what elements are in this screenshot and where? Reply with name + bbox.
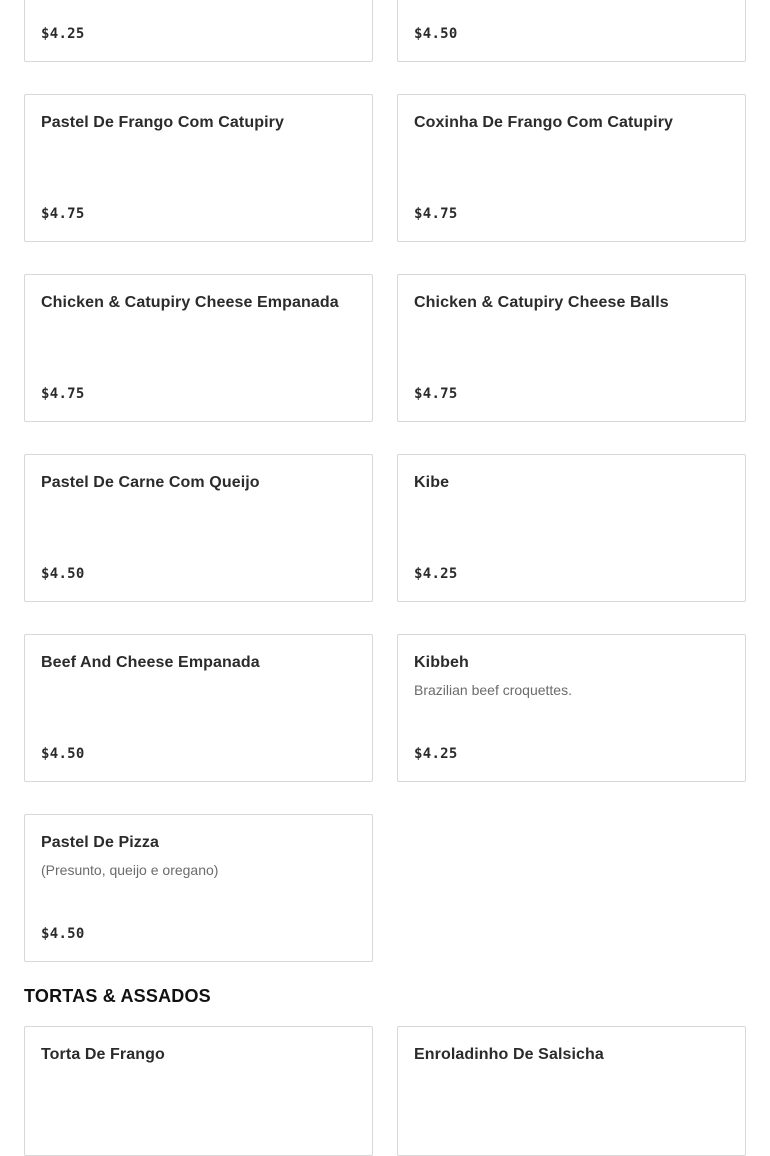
item-price: $4.25 (41, 26, 85, 42)
item-name: Kibbeh (414, 654, 469, 671)
item-name: Beef And Cheese Empanada (41, 654, 260, 671)
item-price: $4.50 (41, 746, 85, 762)
menu-item-card[interactable] (24, 0, 373, 62)
item-price: $4.75 (414, 386, 458, 402)
menu-item-card[interactable] (24, 634, 373, 782)
menu-item-card[interactable] (397, 1026, 746, 1156)
item-price: $4.75 (41, 206, 85, 222)
item-price: $4.50 (41, 926, 85, 942)
menu-item-card[interactable] (24, 1026, 373, 1156)
menu-item-card[interactable] (24, 274, 373, 422)
item-name: Pastel De Carne Com Queijo (41, 474, 260, 491)
menu-item-card[interactable] (24, 94, 373, 242)
menu-item-card[interactable] (397, 0, 746, 62)
item-description: Brazilian beef croquettes. (414, 682, 572, 698)
item-name: Torta De Frango (41, 1046, 165, 1063)
menu-item-card[interactable] (24, 814, 373, 962)
item-price: $4.75 (414, 206, 458, 222)
section-title: TORTAS & ASSADOS (24, 986, 211, 1006)
menu-item-card[interactable] (24, 454, 373, 602)
item-description: (Presunto, queijo e oregano) (41, 862, 219, 878)
item-price: $4.50 (41, 566, 85, 582)
item-name: Kibe (414, 474, 450, 491)
item-name: Enroladinho De Salsicha (414, 1046, 604, 1063)
item-name: Chicken & Catupiry Cheese Balls (414, 294, 669, 311)
item-price: $4.25 (414, 566, 458, 582)
menu-item-card[interactable] (397, 94, 746, 242)
item-name: Coxinha De Frango Com Catupiry (414, 114, 674, 131)
menu-item-card[interactable] (397, 454, 746, 602)
item-price: $4.75 (41, 386, 85, 402)
item-name: Pastel De Frango Com Catupiry (41, 114, 284, 131)
item-price: $4.25 (414, 746, 458, 762)
item-name: Pastel De Pizza (41, 834, 159, 851)
menu-item-card[interactable] (397, 634, 746, 782)
item-name: Chicken & Catupiry Cheese Empanada (41, 294, 339, 311)
item-price: $4.50 (414, 26, 458, 42)
menu-item-card[interactable] (397, 274, 746, 422)
